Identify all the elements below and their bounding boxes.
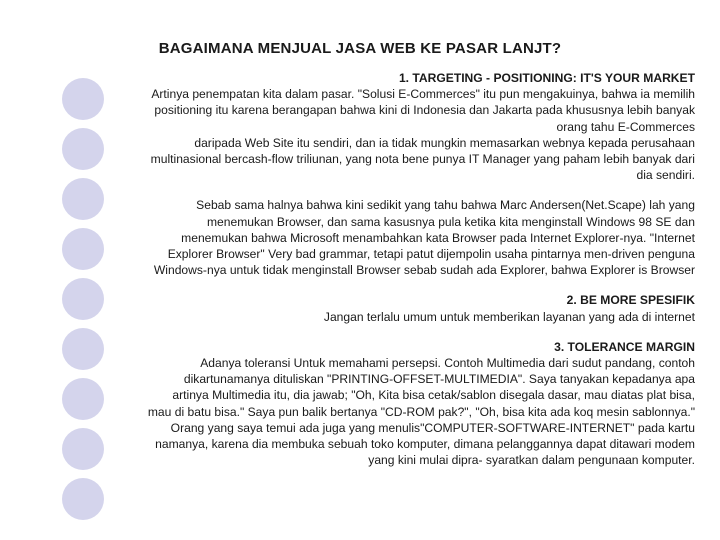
spacer [52, 325, 695, 339]
paragraph-line: multinasional bercash-flow triliunan, yang nota bene punya IT Manager yang paham lebih banyak dari [150, 152, 695, 167]
paragraph-line: menemukan bahwa Microsoft menambahkan kata Browser pada Internet Explorer-nya. "Internet [181, 230, 695, 245]
section-heading: 3. TOLERANCE MARGIN [554, 339, 695, 354]
paragraph-line: Explorer Browser" Very bad grammar, tetapi patut dijempolin usaha pintarnya men-driven penguna [167, 247, 695, 262]
content-body [52, 70, 695, 468]
paragraph-line: Jangan terlalu umum untuk memberikan layanan yang ada di internet [323, 309, 695, 324]
paragraph-line: orang tahu E-Commerces [556, 119, 695, 134]
paragraph-line: dia sendiri. [636, 168, 695, 183]
paragraph-line: artinya Multimedia itu, dia jawab; "Oh, Kita bisa cetak/sablon disegala dasar, mau diatas plat bisa, [172, 388, 695, 403]
paragraph-line: mau di batu bisa." Saya pun balik bertanya "CD-ROM pak?", "Oh, bisa kita ada koq mesin sablonnya." [147, 404, 695, 419]
paragraph-line: Windows-nya untuk tidak menginstall Browser sebab sudah ada Explorer, bahwa Explorer is Browser [153, 263, 695, 278]
paragraph-line: daripada Web Site itu sendiri, dan ia tidak mungkin memasarkan webnya kepada perusahaan [194, 135, 695, 150]
paragraph-line: Adanya toleransi Untuk memahami persepsi. Contoh Multimedia dari sudut pandang, contoh [200, 356, 695, 371]
paragraph-line: positioning itu karena berangapan bahwa kini di Indonesia dan Jakarta pada khususnya lebih banyak [154, 103, 695, 118]
section-heading: 2. BE MORE SPESIFIK [566, 293, 695, 308]
paragraph-line: yang kini mulai dipra- syaratkan dalam pengunaan komputer. [368, 453, 695, 468]
paragraph-line: Orang yang saya temui ada juga yang menulis"COMPUTER-SOFTWARE-INTERNET" pada kartu [170, 420, 695, 435]
section-heading: 1. TARGETING - POSITIONING: IT'S YOUR MARKET [398, 71, 695, 85]
paragraph-line: namanya, karena dia membuka sebuah toko komputer, dimana pelanggannya dapat ditawari modem [155, 437, 695, 452]
spacer [52, 278, 695, 292]
page-title: BAGAIMANA MENJUAL JASA WEB KE PASAR LANJT? [158, 40, 562, 57]
paragraph-line: Sebab sama halnya bahwa kini sedikit yang tahu bahwa Marc Andersen(Net.Scape) lah yang [196, 198, 695, 213]
spacer [52, 183, 695, 197]
paragraph-line: dikartunamanya dituliskan "PRINTING-OFFSET-MULTIMEDIA". Saya tanyakan kepadanya apa [183, 372, 695, 387]
paragraph-line: Artinya penempatan kita dalam pasar. "Solusi E-Commerces" itu pun mengakuinya, bahwa ia memilih [151, 87, 695, 102]
paragraph-line: menemukan Browser, dan sama kasusnya pula ketika kita menginstall Windows 98 SE dan [206, 214, 695, 229]
circle-decoration [62, 478, 104, 520]
